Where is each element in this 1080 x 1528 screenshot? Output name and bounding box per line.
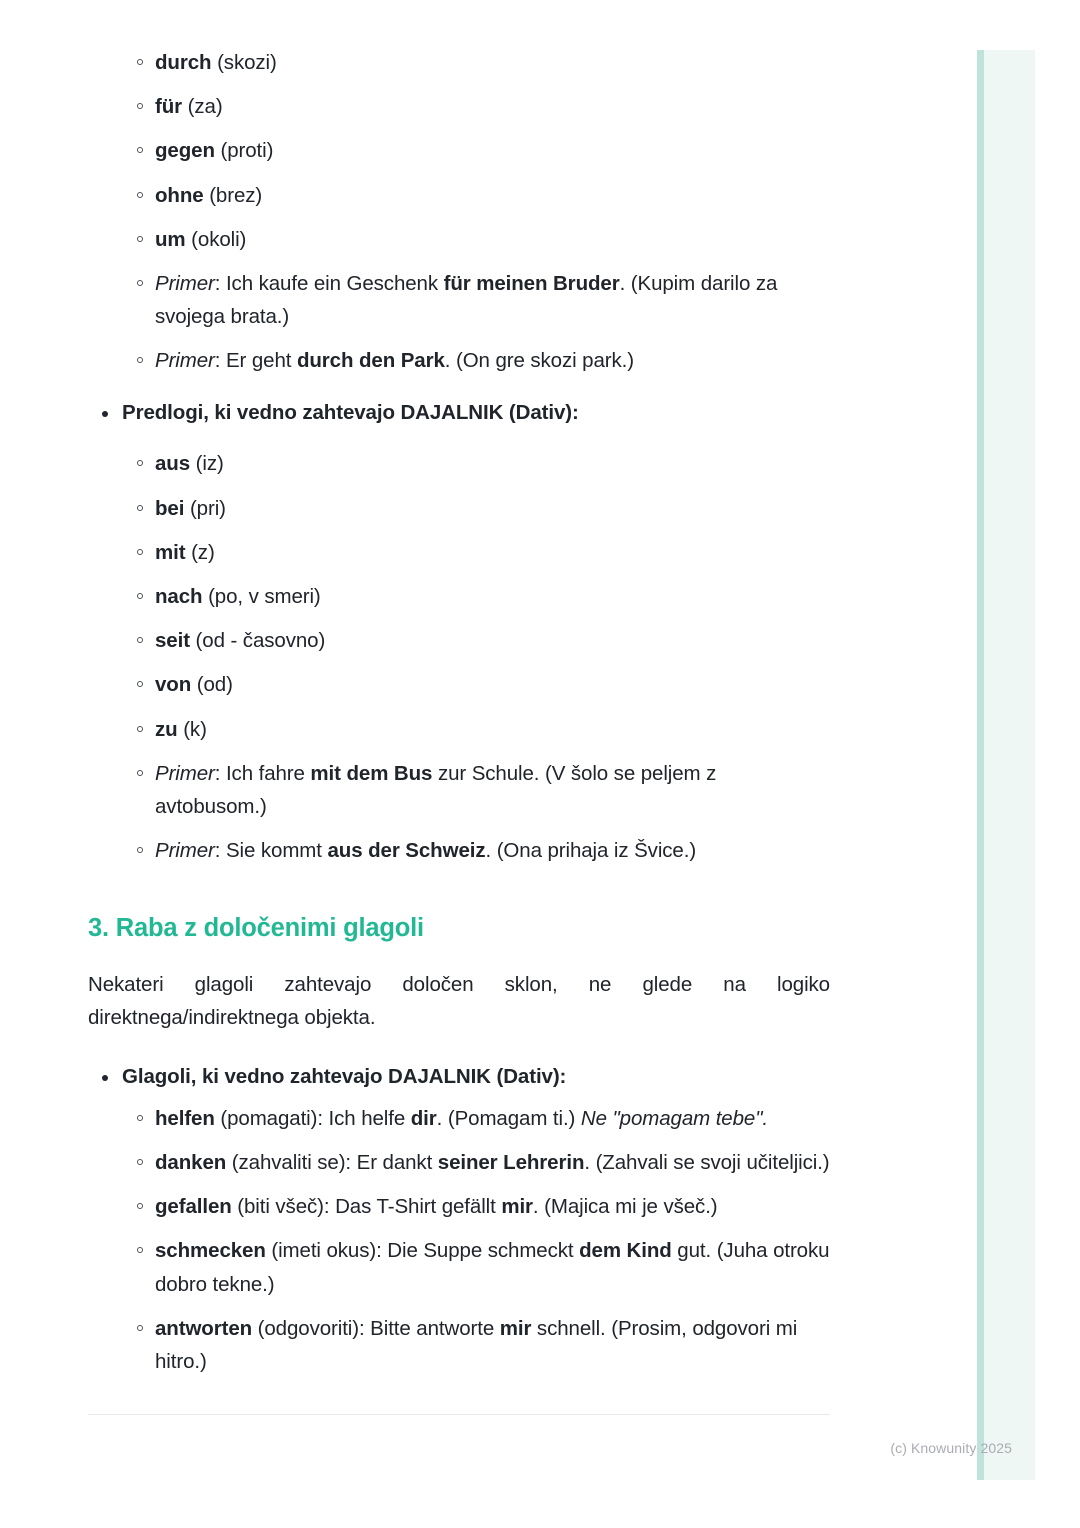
- list-item: [88, 179, 830, 212]
- example-label: Primer: [155, 761, 215, 785]
- verb-post: schnell. (Prosim, odgovori mi hitro.): [155, 1316, 798, 1373]
- list-item: [88, 668, 830, 701]
- spacer: [88, 428, 830, 447]
- preposition-gloss: (z): [191, 540, 215, 564]
- preposition-gloss: (brez): [209, 183, 263, 207]
- verb-highlight: mir: [499, 1316, 532, 1340]
- akkusativ-preposition-list: [88, 46, 830, 378]
- verb-post: . (Majica mi je všeč.): [532, 1195, 718, 1219]
- example-post: . (On gre skozi park.): [444, 349, 634, 373]
- example-item: [88, 267, 830, 333]
- example-post: . (Ona prihaja iz Švice.): [485, 839, 697, 863]
- verb-item: [88, 1234, 830, 1300]
- example-label: Primer: [155, 349, 215, 373]
- verb-item: [88, 1312, 830, 1378]
- dativ-preposition-heading: Predlogi, ki vedno zahtevajo DAJALNIK (Dativ):: [88, 397, 830, 429]
- verb-term: helfen: [155, 1106, 215, 1130]
- dativ-preposition-list: [88, 447, 830, 867]
- verb-term: danken: [155, 1150, 227, 1174]
- list-item: [88, 223, 830, 256]
- page-edge-band: [977, 50, 1035, 1480]
- verb-gloss: (biti všeč): Das T-Shirt gefällt: [231, 1195, 502, 1219]
- example-highlight: aus der Schweiz: [327, 839, 486, 863]
- dativ-verbs-heading: Glagoli, ki vedno zahtevajo DAJALNIK (Dativ):: [88, 1061, 830, 1093]
- verb-note: Ne "pomagam tebe".: [580, 1106, 768, 1130]
- list-item: [88, 580, 830, 613]
- verb-post: . (Zahvali se svoji učiteljici.): [584, 1150, 830, 1174]
- preposition-gloss: (skozi): [217, 51, 277, 74]
- preposition-term: um: [155, 227, 186, 251]
- preposition-gloss: (pri): [189, 496, 226, 520]
- verb-gloss: (imeti okus): Die Suppe schmeckt: [265, 1239, 580, 1263]
- example-pre: : Sie kommt: [214, 839, 328, 863]
- preposition-term: von: [155, 673, 192, 697]
- list-item: [88, 46, 830, 79]
- preposition-gloss: (iz): [195, 452, 224, 476]
- preposition-term: gegen: [155, 139, 215, 163]
- example-item: [88, 757, 830, 823]
- verb-highlight: mir: [501, 1195, 533, 1219]
- page-edge-band-accent: [977, 50, 984, 1480]
- example-pre: : Ich fahre: [214, 761, 311, 785]
- example-highlight: durch den Park: [296, 349, 445, 373]
- example-pre: : Er geht: [214, 349, 297, 373]
- list-item: [88, 624, 830, 657]
- preposition-gloss: (okoli): [191, 227, 247, 251]
- spacer: [88, 1034, 830, 1061]
- preposition-gloss: (k): [183, 717, 207, 741]
- preposition-term: aus: [155, 452, 191, 476]
- list-item: [88, 134, 830, 167]
- verb-highlight: dem Kind: [579, 1239, 672, 1263]
- verb-gloss: (odgovoriti): Bitte antworte: [252, 1316, 500, 1340]
- dativ-verbs-section: [88, 1061, 830, 1093]
- preposition-gloss: (za): [187, 95, 223, 119]
- example-post: . (Kupim darilo za svojega brata.): [155, 272, 778, 329]
- dativ-verbs-list: [88, 1102, 830, 1378]
- verb-highlight: dir: [410, 1106, 437, 1130]
- preposition-term: zu: [155, 717, 178, 741]
- list-item: [88, 713, 830, 746]
- preposition-term: seit: [155, 629, 190, 653]
- preposition-gloss: (proti): [220, 139, 274, 163]
- preposition-term: ohne: [155, 183, 204, 207]
- list-item: [88, 447, 830, 480]
- example-label: Primer: [155, 839, 215, 863]
- document-content: [88, 46, 830, 1378]
- preposition-gloss: (od): [196, 673, 233, 697]
- example-highlight: mit dem Bus: [310, 761, 433, 785]
- verb-post: . (Pomagam ti.): [436, 1106, 581, 1130]
- example-pre: : Ich kaufe ein Geschenk: [214, 272, 444, 296]
- verb-gloss: (pomagati): Ich helfe: [214, 1106, 411, 1130]
- example-label: Primer: [155, 272, 215, 296]
- verb-gloss: (zahvaliti se): Er dankt: [226, 1150, 438, 1174]
- spacer: [88, 946, 830, 968]
- verb-term: schmecken: [155, 1239, 266, 1263]
- example-post: zur Schule. (V šolo se peljem z avtobusom.): [155, 761, 717, 819]
- list-item: [88, 536, 830, 569]
- example-item: [88, 344, 830, 377]
- list-item: [88, 90, 830, 123]
- example-highlight: für meinen Bruder: [443, 272, 620, 296]
- example-item: [88, 834, 830, 867]
- dativ-preposition-section: [88, 397, 830, 429]
- preposition-term: mit: [155, 540, 186, 564]
- copyright-watermark: (c) Knowunity 2025: [890, 1440, 1012, 1456]
- verb-item: [88, 1190, 830, 1223]
- preposition-gloss: (od - časovno): [195, 629, 326, 653]
- verb-term: gefallen: [155, 1195, 232, 1219]
- section-intro-paragraph: Nekateri glagoli zahtevajo določen sklon, ne glede na logiko direktnega/indirektnega objekta.: [88, 972, 830, 1029]
- preposition-term: durch: [155, 51, 212, 74]
- spacer: [88, 867, 830, 912]
- verb-item: [88, 1146, 830, 1179]
- spacer: [88, 378, 830, 397]
- verb-item: [88, 1102, 830, 1135]
- verb-highlight: seiner Lehrerin: [437, 1150, 585, 1174]
- preposition-term: für: [155, 95, 183, 119]
- preposition-term: nach: [155, 585, 203, 608]
- spacer: [88, 1093, 830, 1102]
- list-item: [88, 492, 830, 525]
- verb-term: antworten: [155, 1316, 253, 1340]
- verb-post: gut. (Juha otroku dobro tekne.): [155, 1239, 830, 1296]
- preposition-term: bei: [155, 496, 185, 520]
- preposition-gloss: (po, v smeri): [208, 585, 321, 608]
- page-title: 3. Raba z določenimi glagoli: [88, 914, 424, 943]
- footer-divider: [88, 1414, 830, 1415]
